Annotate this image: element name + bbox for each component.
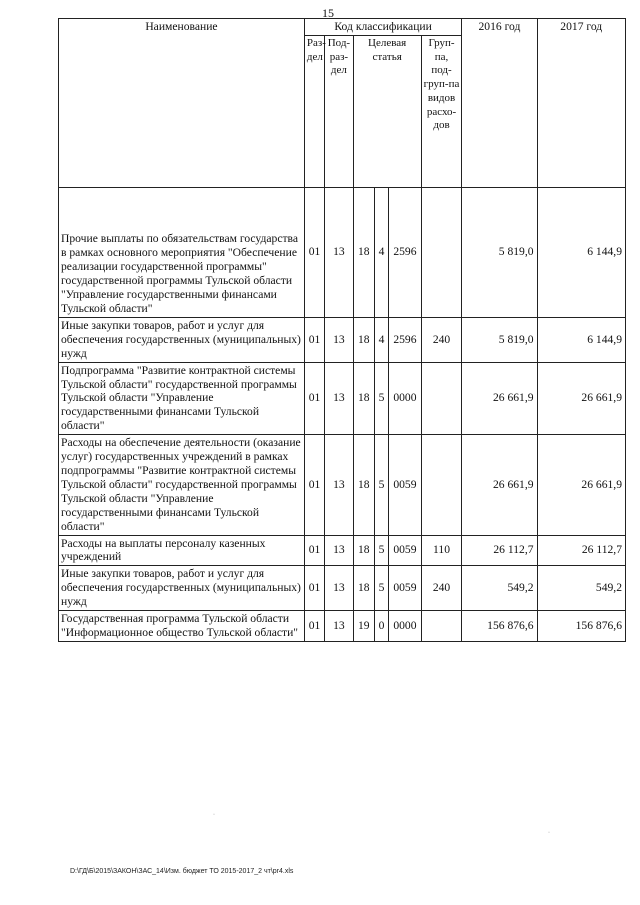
row-name: Прочие выплаты по обязательствам государства в рамках основного мероприятия "Обеспечение реализации государственной программы" государственной программы Тульской области "Управление государственными финансами Тульской области" [59,187,305,317]
file-path-footer: D:\ГД\Б\2015\ЗАКОН\ЗАС_14\Изм. бюджет ТО 2015-2017_2 чт\pr4.xls [70,868,294,875]
row-subprogram: 0 [374,611,388,642]
row-name: Расходы на выплаты персоналу казенных учреждений [59,535,305,566]
row-vid [421,362,462,435]
row-name: Иные закупки товаров, работ и услуг для обеспечения государственных (муниципальных) нужд [59,566,305,611]
header-code: Код классификации [304,19,461,36]
row-2016: 26 112,7 [462,535,537,566]
row-direction: 0059 [389,535,422,566]
row-razdel: 01 [304,566,324,611]
row-2017: 26 112,7 [537,535,625,566]
header-podrazdel: Под-раз-дел [325,35,353,187]
table-row [59,566,626,611]
row-subprogram: 5 [374,362,388,435]
row-subprogram: 4 [374,317,388,362]
row-direction: 0059 [389,435,422,535]
row-2016: 156 876,6 [462,611,537,642]
row-direction: 2596 [389,187,422,317]
row-2017: 156 876,6 [537,611,625,642]
scan-speck: · [548,830,550,836]
row-podrazdel: 13 [325,362,353,435]
row-podrazdel: 13 [325,317,353,362]
budget-table [58,18,626,642]
row-direction: 0000 [389,362,422,435]
row-program: 18 [353,566,374,611]
row-vid [421,187,462,317]
table-row [59,535,626,566]
header-razdel: Раз-дел [304,35,324,187]
row-podrazdel: 13 [325,187,353,317]
row-subprogram: 4 [374,187,388,317]
row-podrazdel: 13 [325,535,353,566]
header-vid-raskhodov: Груп-па, под-груп-па видов расхо-дов [421,35,462,187]
row-direction: 0059 [389,566,422,611]
row-name: Государственная программа Тульской области "Информационное общество Тульской области" [59,611,305,642]
row-direction: 0000 [389,611,422,642]
table-row [59,435,626,535]
row-razdel: 01 [304,187,324,317]
row-subprogram: 5 [374,435,388,535]
row-2016: 26 661,9 [462,435,537,535]
header-tselevaya-statya: Целевая статья [353,35,421,187]
table-row [59,187,626,317]
row-subprogram: 5 [374,566,388,611]
row-2017: 26 661,9 [537,362,625,435]
row-2016: 5 819,0 [462,317,537,362]
table-header-row-1 [59,19,626,36]
row-program: 18 [353,362,374,435]
row-program: 18 [353,535,374,566]
row-direction: 2596 [389,317,422,362]
row-2016: 549,2 [462,566,537,611]
row-vid: 240 [421,317,462,362]
row-vid [421,611,462,642]
header-name: Наименование [59,19,305,188]
header-year-2017: 2017 год [537,19,625,188]
row-2016: 5 819,0 [462,187,537,317]
row-name: Иные закупки товаров, работ и услуг для обеспечения государственных (муниципальных) нужд [59,317,305,362]
row-razdel: 01 [304,435,324,535]
table-row [59,362,626,435]
row-razdel: 01 [304,317,324,362]
table-row [59,317,626,362]
row-2017: 26 661,9 [537,435,625,535]
row-vid: 240 [421,566,462,611]
row-2017: 549,2 [537,566,625,611]
row-2016: 26 661,9 [462,362,537,435]
row-program: 18 [353,435,374,535]
row-podrazdel: 13 [325,611,353,642]
page-number: 15 [322,6,334,20]
row-program: 18 [353,187,374,317]
row-program: 18 [353,317,374,362]
row-vid: 110 [421,535,462,566]
row-podrazdel: 13 [325,566,353,611]
row-razdel: 01 [304,611,324,642]
row-name: Подпрограмма "Развитие контрактной системы Тульской области" государственной программы Тульской области "Управление государственными финансами Тульской области" [59,362,305,435]
header-year-2016: 2016 год [462,19,537,188]
row-vid [421,435,462,535]
row-razdel: 01 [304,362,324,435]
row-podrazdel: 13 [325,435,353,535]
row-2017: 6 144,9 [537,317,625,362]
row-2017: 6 144,9 [537,187,625,317]
row-razdel: 01 [304,535,324,566]
scan-speck: · [213,812,215,818]
row-name: Расходы на обеспечение деятельности (оказание услуг) государственных учреждений в рамках подпрограммы "Развитие контрактной системы Тульской области" государственной программы Тульской области "Управление государственными финансами Тульской области" [59,435,305,535]
table-row [59,611,626,642]
row-program: 19 [353,611,374,642]
row-subprogram: 5 [374,535,388,566]
